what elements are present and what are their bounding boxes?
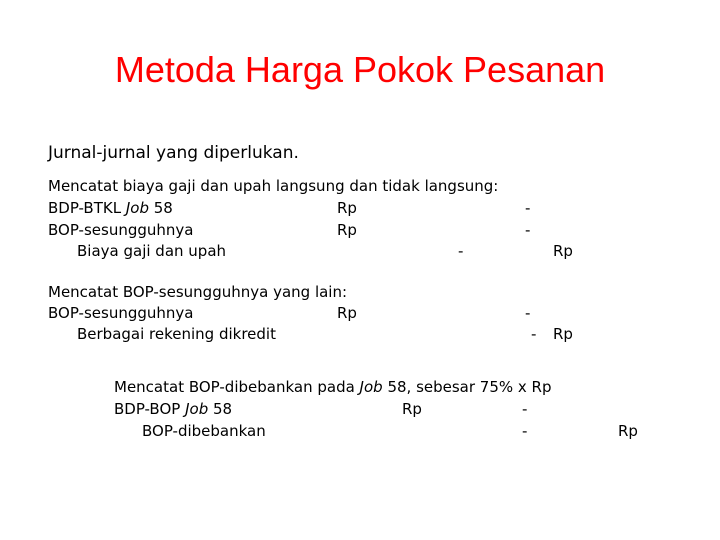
journal-1-row-1-job: Job [125,199,149,217]
journal-3-row-1-prefix: BDP-BOP [114,400,186,418]
journal-1-row-1-debit: - [525,199,531,217]
journal-3-row-1-debit: - [522,400,528,418]
journal-2-row-1-account: BOP-sesungguhnya [48,304,194,322]
journal-1-row-1-suffix: 58 [148,199,173,217]
journal-2-row-1-debit: - [525,304,531,322]
journal-3-heading-suffix: 58, sebesar 75% x Rp [382,378,552,396]
journal-3-row-1-account [114,399,232,419]
journal-1-row-2-account: BOP-sesungguhnya [48,221,194,239]
journal-3-heading-prefix: Mencatat BOP-dibebankan pada [114,378,360,396]
slide-title: Metoda Harga Pokok Pesanan [114,49,606,90]
journal-1-row-1-account [48,198,173,218]
journal-2-row-2-account: Berbagai rekening dikredit [77,325,276,343]
journal-3-row-2-credit: - [522,422,528,440]
journal-3-heading-job: Job [359,378,383,396]
journal-2-heading: Mencatat BOP-sesungguhnya yang lain: [48,283,348,301]
journal-1-row-3-currency: Rp [553,242,573,260]
journal-1-row-3-credit: - [458,242,464,260]
slide-subtitle: Jurnal-jurnal yang diperlukan. [48,143,299,163]
journal-3-row-1-job: Job [185,400,209,418]
journal-3-row-2-currency: Rp [618,422,638,440]
journal-1-row-2-debit: - [525,221,531,239]
journal-1-row-2-currency: Rp [337,221,357,239]
journal-1-row-3-account: Biaya gaji dan upah [77,242,227,260]
journal-2-row-2-credit: - [531,325,537,343]
journal-3-heading [114,377,552,397]
journal-2-row-2-currency: Rp [553,325,573,343]
journal-3-row-1-suffix: 58 [208,400,233,418]
journal-1-heading: Mencatat biaya gaji dan upah langsung dan tidak langsung: [48,177,499,195]
journal-2-row-1-currency: Rp [337,304,357,322]
journal-1-row-1-prefix: BDP-BTKL [48,199,126,217]
journal-3-row-1-currency: Rp [402,400,422,418]
journal-1-row-1-currency: Rp [337,199,357,217]
journal-3-row-2-account: BOP-dibebankan [142,422,266,440]
